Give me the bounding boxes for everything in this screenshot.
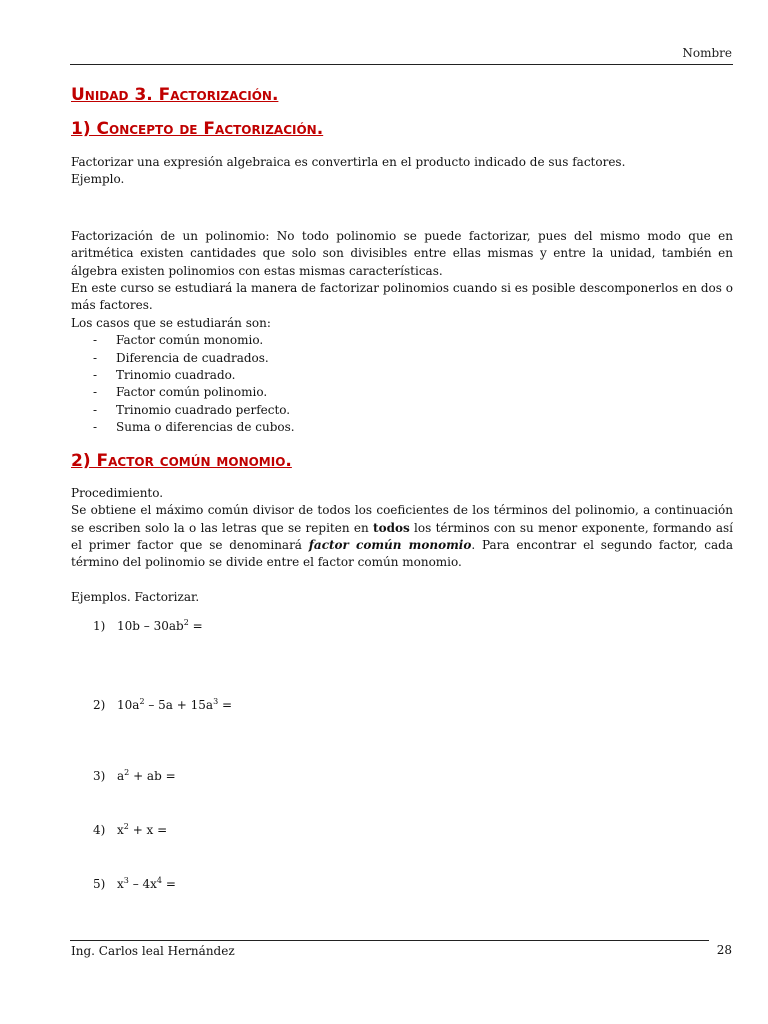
emphasis-todos: todos bbox=[373, 520, 410, 535]
definition-text: Factorizar una expresión algebraica es convertirla en el producto indicado de sus factores. bbox=[71, 155, 626, 169]
spacer bbox=[71, 189, 733, 223]
section2-title: 2) Factor común monomio. bbox=[71, 450, 292, 471]
header-rule bbox=[70, 64, 733, 65]
example-item-4: 4) $x^2 + x$ = bbox=[93, 822, 168, 838]
spacer bbox=[71, 437, 733, 449]
polynomial-paragraph: Factorización de un polinomio: No todo polinomio se puede factorizar, pues del mismo modo que en aritmética existen cantidades que solo son divisibles entre ellas mismas y entre la unidad, también en álgebra existen polinomios con estas mismas características. bbox=[71, 228, 733, 278]
example-item-1: 1) $10b - 30ab^2$ = bbox=[93, 618, 203, 634]
page-content bbox=[71, 80, 733, 893]
spacer bbox=[71, 572, 733, 589]
section1-title: 1) Concepto de Factorización. bbox=[71, 119, 324, 139]
page-number: 28 bbox=[716, 943, 732, 957]
spacer bbox=[71, 141, 733, 154]
example-expression: $x^2 + x$ = bbox=[117, 822, 168, 838]
header-name-label: Nombre bbox=[682, 46, 732, 60]
list-item: - Factor común polinomio. bbox=[93, 385, 268, 400]
footer-author: Ing. Carlos leal Hernández bbox=[71, 944, 235, 958]
list-item: - Factor común monomio. bbox=[93, 333, 264, 348]
examples-label: Ejemplos. Factorizar. bbox=[71, 589, 200, 604]
spacer bbox=[71, 606, 733, 618]
list-item: - Suma o diferencias de cubos. bbox=[93, 420, 295, 435]
example-item-2: 2) $10a^2 - 5a + 15a^3$ = bbox=[93, 697, 233, 713]
example-expression: $10a^2 - 5a + 15a^3$ = bbox=[117, 697, 233, 713]
example-item-5: 5) $x^3 - 4x^4$ = bbox=[93, 876, 176, 892]
list-item: - Trinomio cuadrado perfecto. bbox=[93, 402, 291, 417]
procedure-paragraph: Se obtiene el máximo común divisor de todos los coeficientes de los términos del polinomio, a continuación se escriben solo la o las letras que se repiten en todos los términos con su menor exponente, formando así el primer factor que se denominará factor común monomio. Para encontrar el segundo factor, cada término del polinomio se divide entre el factor común monomio. bbox=[71, 503, 733, 570]
unit-title: Unidad 3. Factorización. bbox=[71, 85, 279, 105]
example-label: Ejemplo. bbox=[71, 172, 125, 187]
emphasis-factor-comun: factor común monomio bbox=[308, 537, 472, 552]
example-expression: $a^2$ + ab = bbox=[117, 768, 176, 784]
example-expression: $x^3 - 4x^4$ = bbox=[117, 876, 176, 892]
cases-intro: Los casos que se estudiarán son: bbox=[71, 315, 271, 330]
list-item: - Trinomio cuadrado. bbox=[93, 368, 236, 383]
example-item-3: 3) $a^2$ + ab = bbox=[93, 768, 176, 784]
procedure-label: Procedimiento. bbox=[71, 485, 164, 500]
cases-list bbox=[71, 332, 733, 436]
examples-list bbox=[71, 618, 733, 893]
course-paragraph: En este curso se estudiará la manera de factorizar polinomios cuando si es posible descomponerlos en dos o más factores. bbox=[71, 281, 733, 313]
example-expression: $10b - 30ab^2$ = bbox=[117, 618, 203, 634]
spacer bbox=[71, 473, 733, 485]
list-item: - Diferencia de cuadrados. bbox=[93, 350, 269, 365]
footer-rule bbox=[70, 940, 709, 941]
